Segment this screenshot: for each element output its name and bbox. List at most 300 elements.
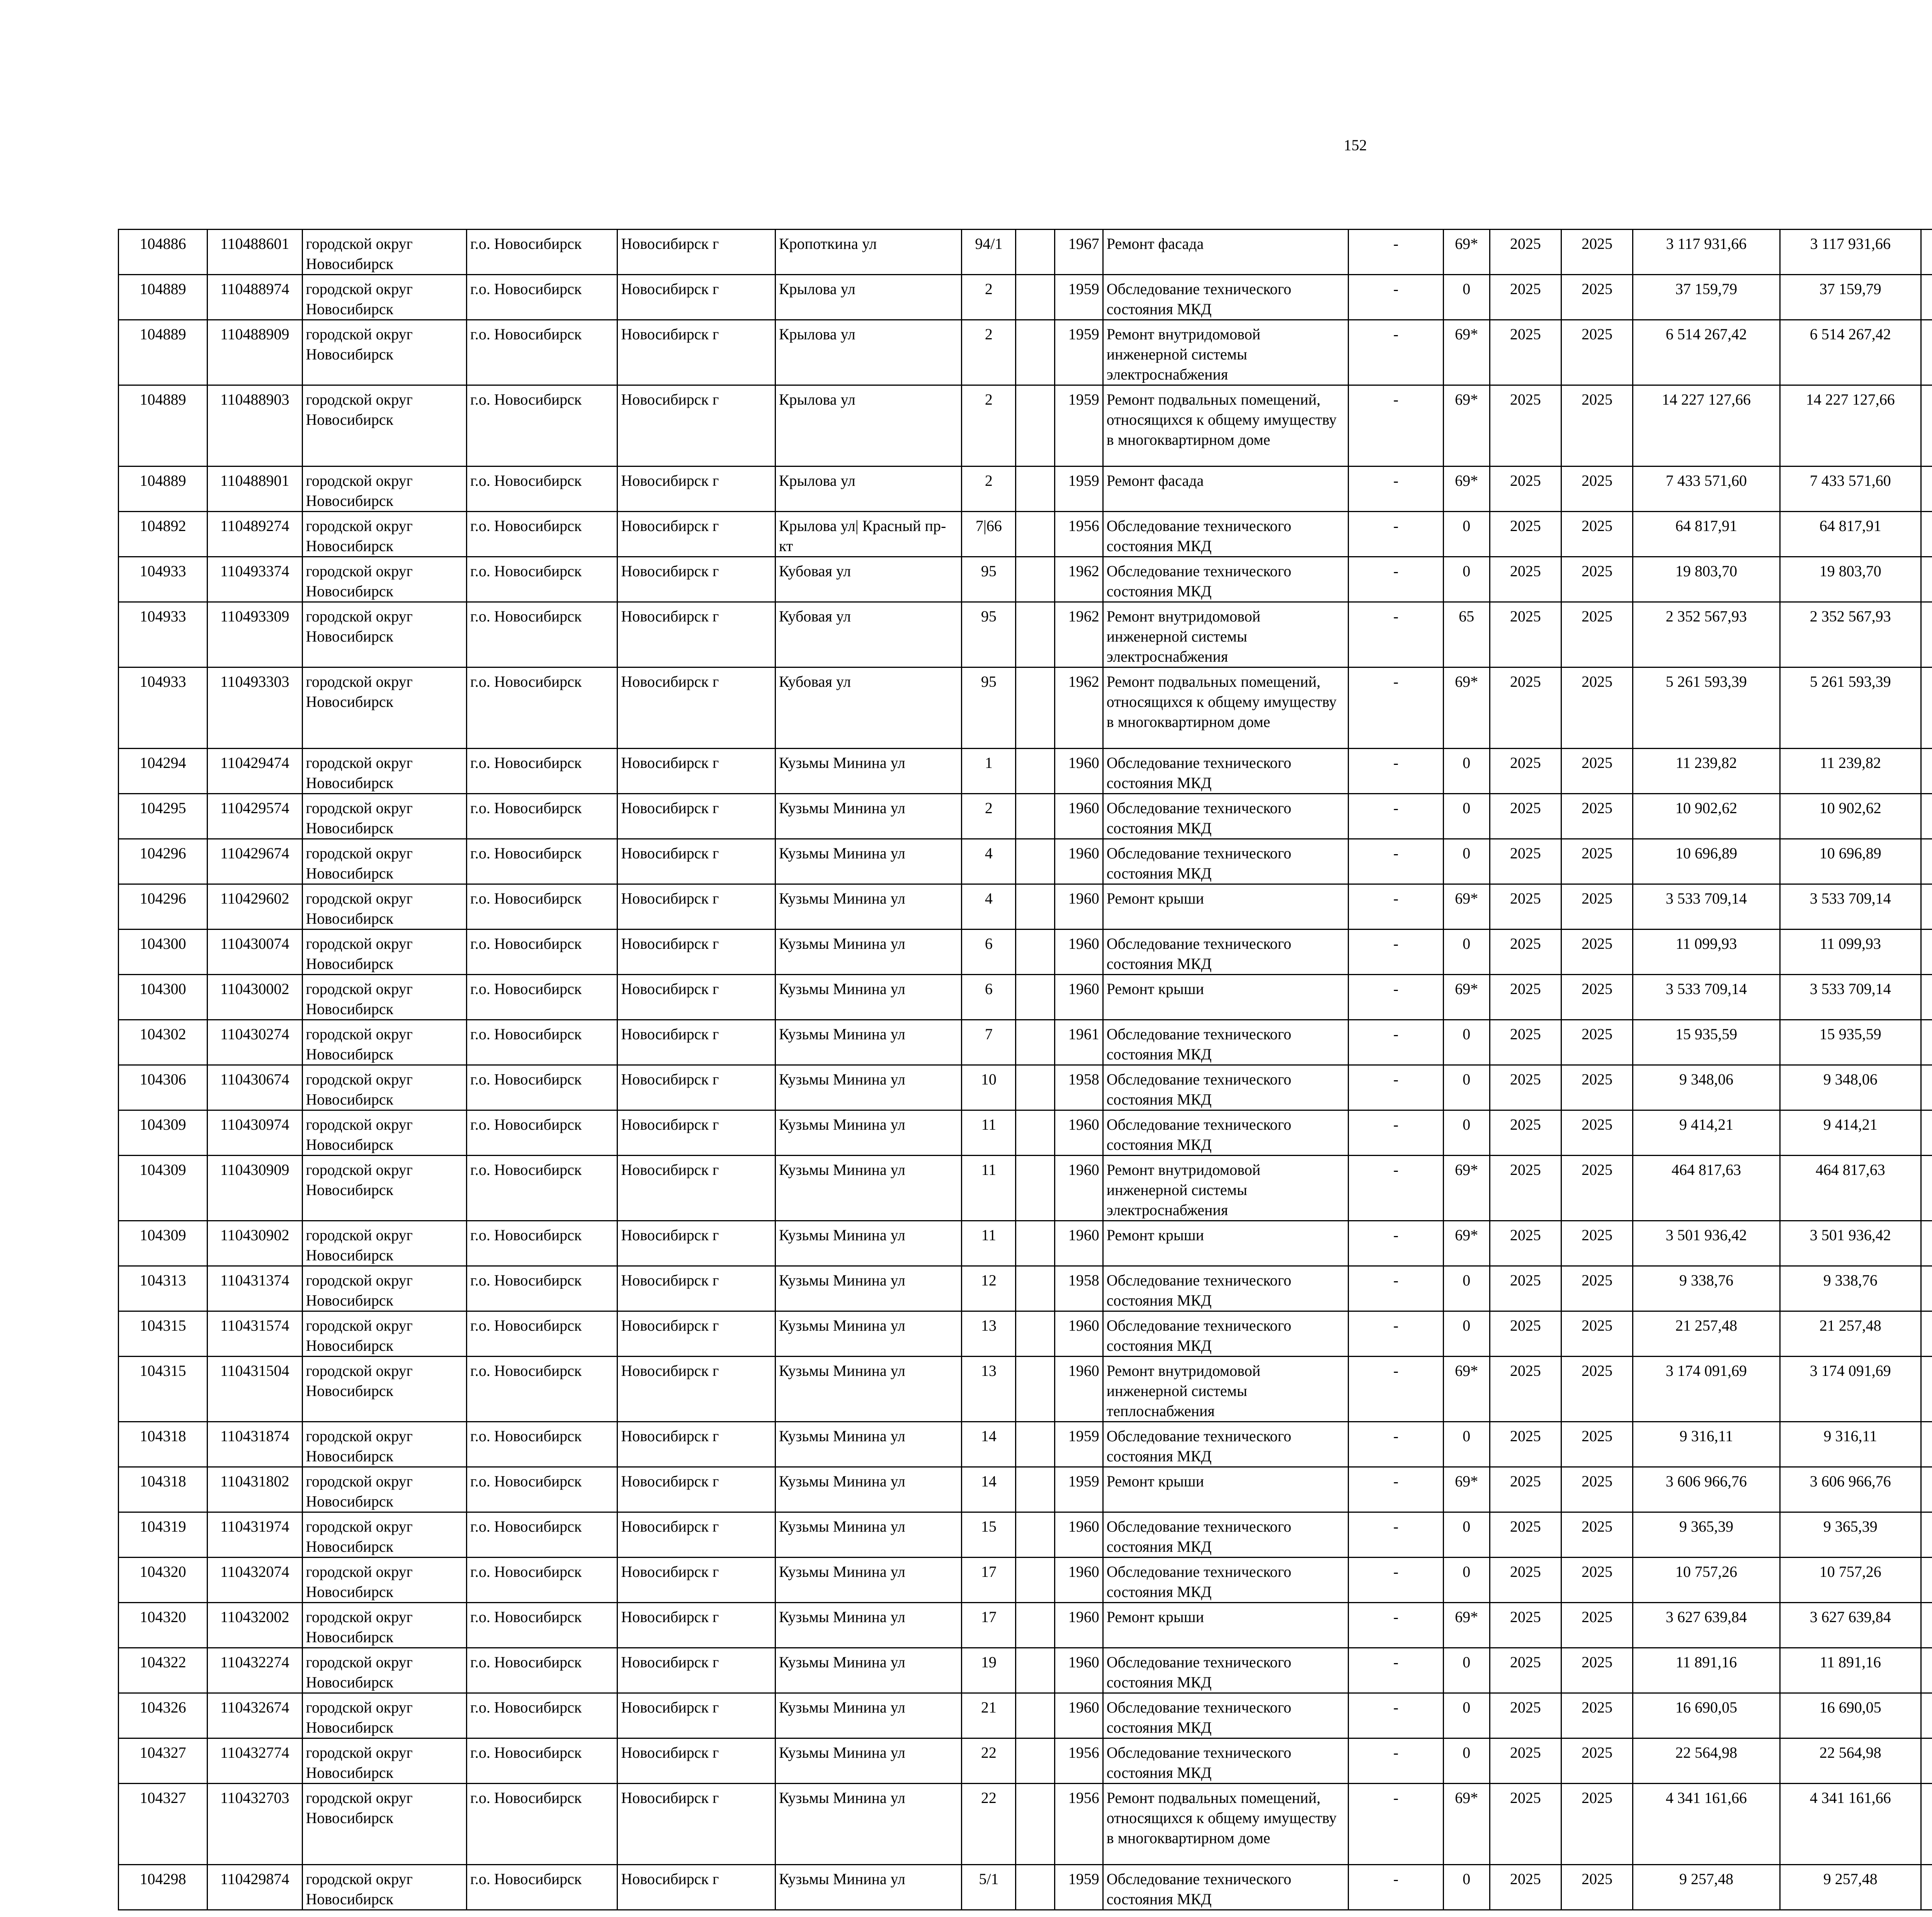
- cell-unit: -: [1349, 1693, 1443, 1738]
- cell-street: Кузьмы Минина ул: [775, 1422, 962, 1467]
- cell-wear-percent: 69*: [1443, 320, 1490, 385]
- cell-unit: -: [1349, 1422, 1443, 1467]
- cell-street: Кузьмы Минина ул: [775, 1467, 962, 1512]
- cell-object-code: 104302: [119, 1020, 207, 1065]
- cell-fund-share: [1921, 1020, 1932, 1065]
- cell-house-number: 2: [962, 385, 1016, 466]
- table-row: [119, 975, 1932, 1020]
- cell-work-type: Обследование технического состояния МКД: [1103, 1558, 1349, 1603]
- cell-building: [1016, 557, 1054, 602]
- cell-municipal-district: городской округ Новосибирск: [302, 667, 466, 749]
- cell-house-number: 2: [962, 794, 1016, 839]
- cell-own-funds: 6 514 267,42: [1780, 320, 1921, 385]
- cell-total-cost: 9 365,39: [1633, 1512, 1780, 1558]
- cell-municipality: г.о. Новосибирск: [466, 230, 617, 275]
- cell-own-funds: 9 348,06: [1780, 1065, 1921, 1110]
- cell-plan-year-start: 2025: [1490, 975, 1561, 1020]
- cell-unit: -: [1349, 667, 1443, 749]
- cell-work-code: 110489274: [207, 512, 302, 557]
- cell-unit: -: [1349, 1110, 1443, 1156]
- table-row: [119, 1020, 1932, 1065]
- cell-plan-year-end: 2025: [1561, 1784, 1633, 1865]
- table-row: [119, 1738, 1932, 1784]
- cell-own-funds: 16 690,05: [1780, 1693, 1921, 1738]
- cell-own-funds: 21 257,48: [1780, 1311, 1921, 1357]
- cell-plan-year-end: 2025: [1561, 320, 1633, 385]
- cell-municipality: г.о. Новосибирск: [466, 1512, 617, 1558]
- cell-locality: Новосибирск г: [617, 1311, 775, 1357]
- cell-plan-year-start: 2025: [1490, 1603, 1561, 1648]
- table-row: [119, 1784, 1932, 1865]
- cell-own-funds: 10 757,26: [1780, 1558, 1921, 1603]
- cell-object-code: 104889: [119, 466, 207, 512]
- cell-work-code: 110430002: [207, 975, 302, 1020]
- cell-house-number: 14: [962, 1422, 1016, 1467]
- cell-municipality: г.о. Новосибирск: [466, 1266, 617, 1311]
- cell-object-code: 104933: [119, 557, 207, 602]
- cell-own-funds: 9 414,21: [1780, 1110, 1921, 1156]
- cell-locality: Новосибирск г: [617, 1512, 775, 1558]
- cell-plan-year-end: 2025: [1561, 1738, 1633, 1784]
- cell-wear-percent: 0: [1443, 930, 1490, 975]
- cell-street: Кузьмы Минина ул: [775, 1648, 962, 1693]
- cell-wear-percent: 0: [1443, 839, 1490, 884]
- cell-object-code: 104320: [119, 1603, 207, 1648]
- cell-own-funds: 4 341 161,66: [1780, 1784, 1921, 1865]
- cell-house-number: 15: [962, 1512, 1016, 1558]
- cell-fund-share: [1921, 1110, 1932, 1156]
- table-row: [119, 466, 1932, 512]
- cell-fund-share: [1921, 1311, 1932, 1357]
- cell-fund-share: [1921, 975, 1932, 1020]
- cell-fund-share: [1921, 1422, 1932, 1467]
- cell-municipal-district: городской округ Новосибирск: [302, 1065, 466, 1110]
- cell-plan-year-end: 2025: [1561, 1221, 1633, 1266]
- cell-municipality: г.о. Новосибирск: [466, 1648, 617, 1693]
- cell-plan-year-start: 2025: [1490, 557, 1561, 602]
- cell-wear-percent: 0: [1443, 794, 1490, 839]
- cell-municipality: г.о. Новосибирск: [466, 1693, 617, 1738]
- cell-work-code: 110432674: [207, 1693, 302, 1738]
- cell-municipality: г.о. Новосибирск: [466, 1784, 617, 1865]
- cell-work-type: Обследование технического состояния МКД: [1103, 1865, 1349, 1910]
- cell-wear-percent: 0: [1443, 1422, 1490, 1467]
- cell-unit: -: [1349, 512, 1443, 557]
- cell-house-number: 5/1: [962, 1865, 1016, 1910]
- cell-municipal-district: городской округ Новосибирск: [302, 1422, 466, 1467]
- table-row: [119, 667, 1932, 749]
- cell-work-type: Ремонт крыши: [1103, 1467, 1349, 1512]
- cell-house-number: 22: [962, 1738, 1016, 1784]
- cell-fund-share: [1921, 1357, 1932, 1422]
- cell-year-built: 1960: [1054, 975, 1103, 1020]
- cell-wear-percent: 0: [1443, 1311, 1490, 1357]
- cell-locality: Новосибирск г: [617, 1110, 775, 1156]
- cell-plan-year-start: 2025: [1490, 1110, 1561, 1156]
- cell-work-type: Обследование технического состояния МКД: [1103, 794, 1349, 839]
- cell-building: [1016, 1156, 1054, 1221]
- cell-street: Кузьмы Минина ул: [775, 1266, 962, 1311]
- cell-street: Крылова ул: [775, 385, 962, 466]
- cell-total-cost: 3 533 709,14: [1633, 975, 1780, 1020]
- cell-work-code: 110493374: [207, 557, 302, 602]
- cell-plan-year-end: 2025: [1561, 794, 1633, 839]
- cell-work-type: Ремонт фасада: [1103, 230, 1349, 275]
- cell-plan-year-start: 2025: [1490, 667, 1561, 749]
- cell-work-type: Обследование технического состояния МКД: [1103, 275, 1349, 320]
- cell-municipality: г.о. Новосибирск: [466, 1738, 617, 1784]
- cell-work-type: Ремонт подвальных помещений, относящихся к общему имуществу в многоквартирном доме: [1103, 1784, 1349, 1865]
- cell-object-code: 104327: [119, 1784, 207, 1865]
- cell-street: Кузьмы Минина ул: [775, 1065, 962, 1110]
- cell-work-type: Ремонт внутридомовой инженерной системы электроснабжения: [1103, 1156, 1349, 1221]
- cell-fund-share: [1921, 884, 1932, 930]
- cell-building: [1016, 1784, 1054, 1865]
- cell-year-built: 1956: [1054, 1784, 1103, 1865]
- cell-street: Кузьмы Минина ул: [775, 749, 962, 794]
- cell-street: Кубовая ул: [775, 667, 962, 749]
- cell-plan-year-end: 2025: [1561, 512, 1633, 557]
- cell-own-funds: 22 564,98: [1780, 1738, 1921, 1784]
- cell-building: [1016, 1311, 1054, 1357]
- cell-unit: -: [1349, 1865, 1443, 1910]
- cell-locality: Новосибирск г: [617, 512, 775, 557]
- cell-total-cost: 37 159,79: [1633, 275, 1780, 320]
- cell-plan-year-end: 2025: [1561, 1020, 1633, 1065]
- cell-plan-year-start: 2025: [1490, 884, 1561, 930]
- cell-house-number: 14: [962, 1467, 1016, 1512]
- cell-total-cost: 3 174 091,69: [1633, 1357, 1780, 1422]
- cell-plan-year-end: 2025: [1561, 1065, 1633, 1110]
- cell-locality: Новосибирск г: [617, 1558, 775, 1603]
- cell-object-code: 104309: [119, 1156, 207, 1221]
- cell-locality: Новосибирск г: [617, 1738, 775, 1784]
- cell-plan-year-start: 2025: [1490, 1558, 1561, 1603]
- cell-building: [1016, 1693, 1054, 1738]
- cell-fund-share: [1921, 667, 1932, 749]
- cell-municipal-district: городской округ Новосибирск: [302, 884, 466, 930]
- cell-house-number: 11: [962, 1156, 1016, 1221]
- cell-house-number: 1: [962, 749, 1016, 794]
- cell-object-code: 104322: [119, 1648, 207, 1693]
- cell-unit: -: [1349, 839, 1443, 884]
- cell-plan-year-start: 2025: [1490, 230, 1561, 275]
- cell-year-built: 1959: [1054, 275, 1103, 320]
- cell-own-funds: 64 817,91: [1780, 512, 1921, 557]
- cell-work-code: 110431504: [207, 1357, 302, 1422]
- cell-municipality: г.о. Новосибирск: [466, 1357, 617, 1422]
- table-row: [119, 1110, 1932, 1156]
- cell-building: [1016, 930, 1054, 975]
- cell-municipality: г.о. Новосибирск: [466, 1221, 617, 1266]
- cell-municipal-district: городской округ Новосибирск: [302, 275, 466, 320]
- cell-plan-year-start: 2025: [1490, 1865, 1561, 1910]
- cell-house-number: 10: [962, 1065, 1016, 1110]
- cell-own-funds: 3 533 709,14: [1780, 975, 1921, 1020]
- cell-unit: -: [1349, 749, 1443, 794]
- cell-fund-share: [1921, 1693, 1932, 1738]
- cell-unit: -: [1349, 1221, 1443, 1266]
- cell-plan-year-end: 2025: [1561, 557, 1633, 602]
- cell-unit: -: [1349, 466, 1443, 512]
- cell-street: Кузьмы Минина ул: [775, 794, 962, 839]
- cell-street: Кузьмы Минина ул: [775, 1357, 962, 1422]
- cell-work-code: 110429602: [207, 884, 302, 930]
- cell-object-code: 104315: [119, 1357, 207, 1422]
- cell-plan-year-start: 2025: [1490, 1738, 1561, 1784]
- cell-own-funds: 11 239,82: [1780, 749, 1921, 794]
- table-row: [119, 385, 1932, 466]
- cell-street: Кузьмы Минина ул: [775, 1784, 962, 1865]
- cell-plan-year-end: 2025: [1561, 1558, 1633, 1603]
- cell-fund-share: [1921, 320, 1932, 385]
- cell-work-type: Обследование технического состояния МКД: [1103, 1065, 1349, 1110]
- cell-total-cost: 64 817,91: [1633, 512, 1780, 557]
- cell-house-number: 13: [962, 1357, 1016, 1422]
- cell-plan-year-start: 2025: [1490, 1467, 1561, 1512]
- cell-locality: Новосибирск г: [617, 320, 775, 385]
- cell-wear-percent: 69*: [1443, 1156, 1490, 1221]
- cell-building: [1016, 1020, 1054, 1065]
- cell-municipal-district: городской округ Новосибирск: [302, 839, 466, 884]
- cell-unit: -: [1349, 275, 1443, 320]
- cell-work-type: Обследование технического состояния МКД: [1103, 839, 1349, 884]
- cell-street: Кузьмы Минина ул: [775, 1221, 962, 1266]
- cell-work-code: 110431874: [207, 1422, 302, 1467]
- cell-fund-share: [1921, 1738, 1932, 1784]
- cell-work-code: 110430902: [207, 1221, 302, 1266]
- cell-plan-year-end: 2025: [1561, 275, 1633, 320]
- table-row: [119, 930, 1932, 975]
- cell-year-built: 1960: [1054, 1648, 1103, 1693]
- cell-building: [1016, 1266, 1054, 1311]
- cell-work-type: Ремонт подвальных помещений, относящихся к общему имуществу в многоквартирном доме: [1103, 385, 1349, 466]
- cell-total-cost: 19 803,70: [1633, 557, 1780, 602]
- cell-own-funds: 10 696,89: [1780, 839, 1921, 884]
- cell-unit: -: [1349, 320, 1443, 385]
- cell-unit: -: [1349, 230, 1443, 275]
- cell-plan-year-end: 2025: [1561, 602, 1633, 667]
- cell-work-code: 110429474: [207, 749, 302, 794]
- cell-unit: -: [1349, 1784, 1443, 1865]
- cell-wear-percent: 69*: [1443, 1221, 1490, 1266]
- cell-plan-year-end: 2025: [1561, 1693, 1633, 1738]
- cell-house-number: 17: [962, 1603, 1016, 1648]
- cell-building: [1016, 884, 1054, 930]
- cell-street: Кузьмы Минина ул: [775, 1156, 962, 1221]
- cell-municipality: г.о. Новосибирск: [466, 749, 617, 794]
- cell-work-code: 110429674: [207, 839, 302, 884]
- cell-plan-year-end: 2025: [1561, 1603, 1633, 1648]
- cell-house-number: 6: [962, 975, 1016, 1020]
- cell-street: Крылова ул| Красный пр-кт: [775, 512, 962, 557]
- cell-street: Кузьмы Минина ул: [775, 1110, 962, 1156]
- cell-plan-year-end: 2025: [1561, 230, 1633, 275]
- cell-year-built: 1962: [1054, 602, 1103, 667]
- cell-work-code: 110488909: [207, 320, 302, 385]
- cell-year-built: 1962: [1054, 667, 1103, 749]
- table-row: [119, 749, 1932, 794]
- cell-object-code: 104298: [119, 1865, 207, 1910]
- cell-own-funds: 3 501 936,42: [1780, 1221, 1921, 1266]
- cell-municipal-district: городской округ Новосибирск: [302, 1603, 466, 1648]
- cell-object-code: 104306: [119, 1065, 207, 1110]
- cell-municipality: г.о. Новосибирск: [466, 794, 617, 839]
- cell-building: [1016, 1221, 1054, 1266]
- cell-plan-year-start: 2025: [1490, 275, 1561, 320]
- cell-work-code: 110429874: [207, 1865, 302, 1910]
- cell-locality: Новосибирск г: [617, 1603, 775, 1648]
- cell-object-code: 104889: [119, 385, 207, 466]
- registry-table: [118, 229, 1932, 1910]
- cell-plan-year-start: 2025: [1490, 1020, 1561, 1065]
- cell-total-cost: 21 257,48: [1633, 1311, 1780, 1357]
- cell-house-number: 95: [962, 602, 1016, 667]
- cell-work-code: 110488601: [207, 230, 302, 275]
- cell-street: Кузьмы Минина ул: [775, 1512, 962, 1558]
- cell-work-code: 110431374: [207, 1266, 302, 1311]
- cell-locality: Новосибирск г: [617, 275, 775, 320]
- cell-locality: Новосибирск г: [617, 1065, 775, 1110]
- cell-work-type: Ремонт крыши: [1103, 1603, 1349, 1648]
- cell-building: [1016, 1357, 1054, 1422]
- cell-work-type: Обследование технического состояния МКД: [1103, 557, 1349, 602]
- cell-work-type: Обследование технического состояния МКД: [1103, 1110, 1349, 1156]
- cell-locality: Новосибирск г: [617, 1693, 775, 1738]
- cell-plan-year-start: 2025: [1490, 1156, 1561, 1221]
- cell-municipality: г.о. Новосибирск: [466, 1422, 617, 1467]
- cell-work-type: Ремонт внутридомовой инженерной системы электроснабжения: [1103, 320, 1349, 385]
- cell-object-code: 104296: [119, 884, 207, 930]
- table-row: [119, 512, 1932, 557]
- cell-total-cost: 3 117 931,66: [1633, 230, 1780, 275]
- cell-year-built: 1956: [1054, 512, 1103, 557]
- cell-municipality: г.о. Новосибирск: [466, 1110, 617, 1156]
- cell-year-built: 1959: [1054, 385, 1103, 466]
- cell-year-built: 1960: [1054, 1603, 1103, 1648]
- cell-work-type: Обследование технического состояния МКД: [1103, 1266, 1349, 1311]
- cell-own-funds: 9 365,39: [1780, 1512, 1921, 1558]
- cell-year-built: 1960: [1054, 1357, 1103, 1422]
- cell-plan-year-start: 2025: [1490, 749, 1561, 794]
- cell-work-type: Ремонт внутридомовой инженерной системы теплоснабжения: [1103, 1357, 1349, 1422]
- cell-municipality: г.о. Новосибирск: [466, 602, 617, 667]
- cell-work-code: 110432274: [207, 1648, 302, 1693]
- cell-object-code: 104318: [119, 1422, 207, 1467]
- cell-work-code: 110431574: [207, 1311, 302, 1357]
- table-row: [119, 557, 1932, 602]
- cell-municipal-district: городской округ Новосибирск: [302, 557, 466, 602]
- cell-fund-share: [1921, 1603, 1932, 1648]
- cell-total-cost: 6 514 267,42: [1633, 320, 1780, 385]
- cell-object-code: 104327: [119, 1738, 207, 1784]
- cell-street: Кубовая ул: [775, 557, 962, 602]
- cell-building: [1016, 1738, 1054, 1784]
- cell-municipality: г.о. Новосибирск: [466, 930, 617, 975]
- cell-year-built: 1956: [1054, 1738, 1103, 1784]
- cell-year-built: 1959: [1054, 1467, 1103, 1512]
- cell-locality: Новосибирск г: [617, 794, 775, 839]
- cell-building: [1016, 602, 1054, 667]
- cell-building: [1016, 1865, 1054, 1910]
- table-row: [119, 320, 1932, 385]
- cell-municipal-district: городской округ Новосибирск: [302, 1865, 466, 1910]
- cell-municipal-district: городской округ Новосибирск: [302, 1648, 466, 1693]
- cell-object-code: 104889: [119, 320, 207, 385]
- cell-fund-share: [1921, 1648, 1932, 1693]
- cell-wear-percent: 69*: [1443, 667, 1490, 749]
- cell-house-number: 22: [962, 1784, 1016, 1865]
- cell-work-code: 110430074: [207, 930, 302, 975]
- cell-own-funds: 2 352 567,93: [1780, 602, 1921, 667]
- cell-work-code: 110488903: [207, 385, 302, 466]
- cell-plan-year-end: 2025: [1561, 1266, 1633, 1311]
- cell-building: [1016, 466, 1054, 512]
- cell-locality: Новосибирск г: [617, 667, 775, 749]
- cell-street: Кузьмы Минина ул: [775, 1865, 962, 1910]
- cell-plan-year-end: 2025: [1561, 1156, 1633, 1221]
- cell-total-cost: 5 261 593,39: [1633, 667, 1780, 749]
- cell-wear-percent: 0: [1443, 512, 1490, 557]
- cell-object-code: 104933: [119, 602, 207, 667]
- cell-fund-share: [1921, 466, 1932, 512]
- cell-unit: -: [1349, 385, 1443, 466]
- cell-house-number: 21: [962, 1693, 1016, 1738]
- cell-house-number: 7: [962, 1020, 1016, 1065]
- cell-total-cost: 3 627 639,84: [1633, 1603, 1780, 1648]
- cell-building: [1016, 385, 1054, 466]
- cell-total-cost: 22 564,98: [1633, 1738, 1780, 1784]
- cell-total-cost: 9 348,06: [1633, 1065, 1780, 1110]
- cell-work-type: Обследование технического состояния МКД: [1103, 1020, 1349, 1065]
- cell-municipal-district: городской округ Новосибирск: [302, 1266, 466, 1311]
- cell-locality: Новосибирск г: [617, 975, 775, 1020]
- cell-plan-year-start: 2025: [1490, 1648, 1561, 1693]
- cell-municipality: г.о. Новосибирск: [466, 884, 617, 930]
- table-row: [119, 1156, 1932, 1221]
- cell-municipal-district: городской округ Новосибирск: [302, 1357, 466, 1422]
- cell-municipal-district: городской округ Новосибирск: [302, 1156, 466, 1221]
- cell-wear-percent: 0: [1443, 749, 1490, 794]
- cell-total-cost: 14 227 127,66: [1633, 385, 1780, 466]
- cell-plan-year-end: 2025: [1561, 975, 1633, 1020]
- cell-wear-percent: 69*: [1443, 1603, 1490, 1648]
- cell-house-number: 95: [962, 667, 1016, 749]
- cell-municipality: г.о. Новосибирск: [466, 839, 617, 884]
- cell-street: Кузьмы Минина ул: [775, 1020, 962, 1065]
- cell-fund-share: [1921, 1221, 1932, 1266]
- cell-locality: Новосибирск г: [617, 1156, 775, 1221]
- cell-fund-share: [1921, 794, 1932, 839]
- cell-total-cost: 9 316,11: [1633, 1422, 1780, 1467]
- cell-building: [1016, 1512, 1054, 1558]
- cell-municipal-district: городской округ Новосибирск: [302, 602, 466, 667]
- cell-work-type: Обследование технического состояния МКД: [1103, 1512, 1349, 1558]
- cell-house-number: 19: [962, 1648, 1016, 1693]
- table-row: [119, 230, 1932, 275]
- cell-building: [1016, 1467, 1054, 1512]
- cell-municipal-district: городской округ Новосибирск: [302, 1784, 466, 1865]
- cell-street: Кузьмы Минина ул: [775, 1738, 962, 1784]
- cell-locality: Новосибирск г: [617, 1221, 775, 1266]
- cell-locality: Новосибирск г: [617, 466, 775, 512]
- cell-plan-year-start: 2025: [1490, 1422, 1561, 1467]
- cell-own-funds: 11 891,16: [1780, 1648, 1921, 1693]
- cell-street: Кубовая ул: [775, 602, 962, 667]
- cell-plan-year-end: 2025: [1561, 1512, 1633, 1558]
- cell-building: [1016, 839, 1054, 884]
- cell-work-type: Ремонт подвальных помещений, относящихся к общему имуществу в многоквартирном доме: [1103, 667, 1349, 749]
